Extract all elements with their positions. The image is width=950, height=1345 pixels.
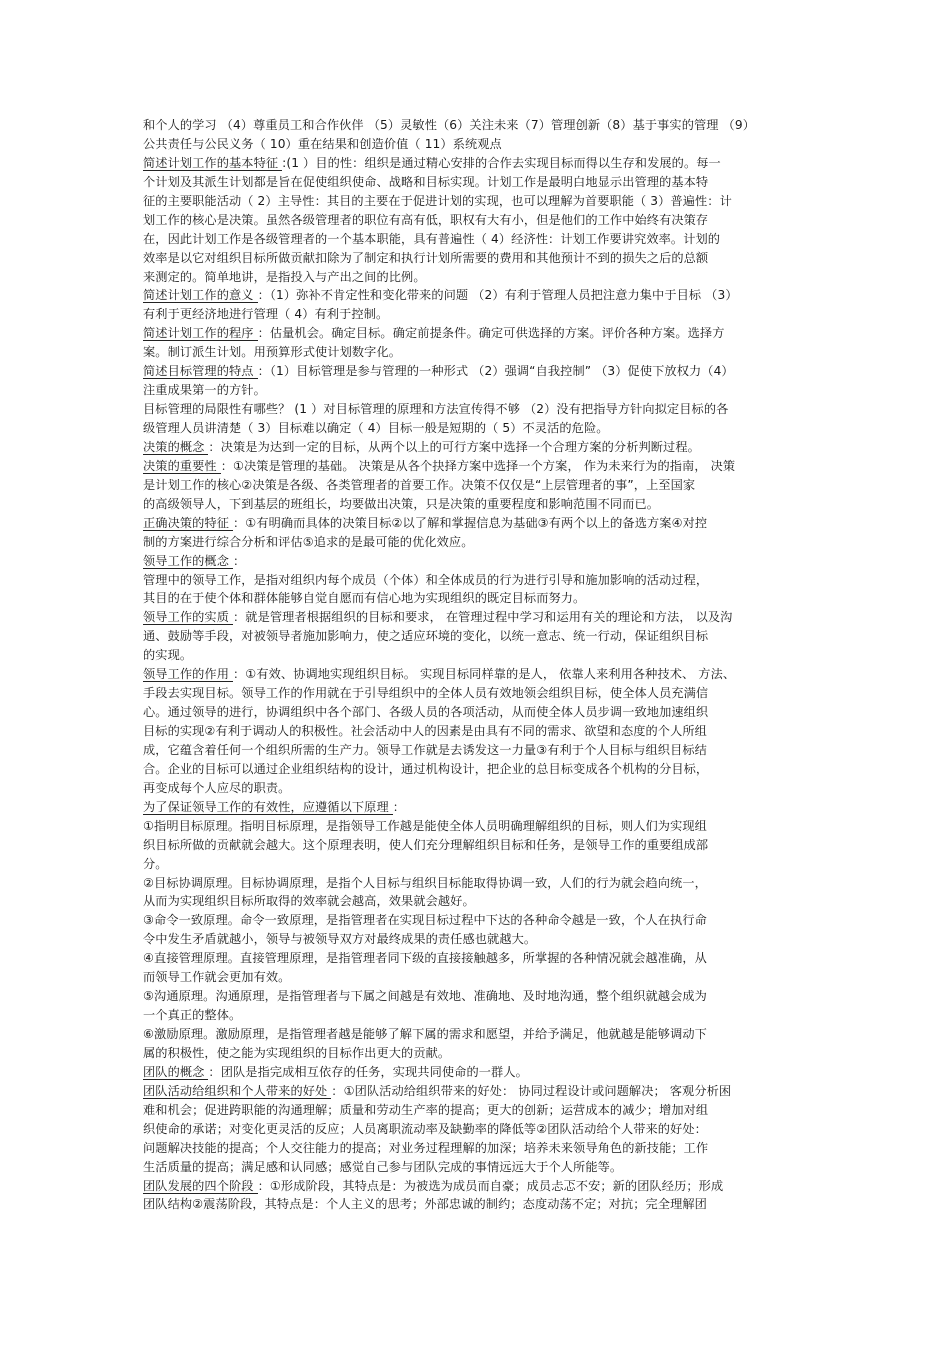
line-text: 和个人的学习 （4）尊重员工和合作伙伴 （5）灵敏性（6）关注未来（7）管理创新（8）基于事实的管理 （9）: [143, 118, 755, 132]
text-line: [143, 419, 811, 438]
line-text: ⑤沟通原理。沟通原理，是指管理者与下属之间越是有效地、准确地、及时地沟通，整个组织就越会成为: [143, 989, 707, 1004]
text-line: [143, 817, 811, 836]
line-text: 有利于更经济地进行管理（ 4）有利于控制。: [143, 307, 389, 322]
section-heading: 团队发展的四个阶段: [143, 1178, 258, 1193]
text-line: [143, 665, 811, 684]
section-heading: 简述计划工作的意义: [143, 288, 258, 303]
text-line: [143, 930, 811, 949]
text-line: [143, 1139, 811, 1158]
line-text: ⑥激励原理。激励原理，是指管理者越是能够了解下属的需求和愿望，并给予满足，他就越是能够调动下: [143, 1027, 707, 1041]
text-line: [143, 116, 811, 135]
text-line: [143, 154, 811, 173]
text-line: [143, 381, 811, 400]
line-text: 效率是以它对组织目标所做贡献扣除为了制定和执行计划所需要的费用和其他预计不到的损失之后的总额: [143, 250, 709, 265]
line-text: 心。通过领导的进行，协调组织中各个部门、各级人员的各项活动，从而使全体人员步调一致地加速组织: [143, 705, 709, 720]
line-text: ：团队是指完成相互依存的任务，实现共同使命的一群人。: [208, 1064, 528, 1079]
line-text: 成，它蕴含着任何一个组织所需的生产力。领导工作就是去诱发这一力量③有利于个人目标与组织目标结: [143, 742, 707, 757]
text-line: [143, 457, 811, 476]
text-line: [143, 589, 811, 608]
line-text: ③命令一致原理。命令一致原理，是指管理者在实现目标过程中下达的各种命令越是一致，个人在执行命: [143, 913, 707, 928]
line-text: ：估量机会。确定目标。确定前提条件。确定可供选择的方案。评价各种方案。选择方: [257, 326, 725, 341]
line-text: ：: [392, 799, 406, 814]
section-heading: 正确决策的特征: [143, 515, 233, 530]
text-line: [143, 836, 811, 855]
text-line: [143, 571, 811, 590]
line-text: ：决策是为达到一定的目标，从两个以上的可行方案中选择一个合理方案的分析判断过程。: [208, 439, 700, 454]
line-text: :(1 ）目的性：组织是通过精心安排的合作去实现目标而得以生存和发展的。每一: [282, 155, 721, 170]
text-line: [143, 495, 811, 514]
line-text: 注重成果第一的方针。: [143, 383, 266, 398]
text-line: [143, 608, 811, 627]
line-text: 个计划及其派生计划都是旨在促使组织使命、战略和目标实现。计划工作是最明白地显示出管理的基本特: [143, 174, 709, 189]
text-line: [143, 1082, 811, 1101]
text-line: [143, 779, 811, 798]
line-text: ：①有明确而具体的决策目标②以了解和掌握信息为基础③有两个以上的备选方案④对控: [233, 515, 708, 530]
text-line: [143, 552, 811, 571]
text-line: [143, 230, 811, 249]
line-text: 织使命的承诺；对变化更灵活的反应；人员离职流动率及缺勤率的降低等②团队活动给个人带来的好处：: [143, 1121, 707, 1136]
text-line: [143, 324, 811, 343]
section-heading: 领导工作的实质: [143, 610, 233, 625]
text-line: [143, 1044, 811, 1063]
text-line: [143, 286, 811, 305]
line-text: 级管理人员讲清楚（ 3）目标难以确定（ 4）目标一般是短期的（ 5）不灵活的危险。: [143, 421, 609, 435]
line-text: ②目标协调原理。目标协调原理，是指个人目标与组织目标能取得协调一致，人们的行为就会趋向统一，: [143, 875, 707, 890]
line-text: 通、鼓励等手段，对被领导者施加影响力，使之适应环境的变化，以统一意志、统一行动，保证组织目标: [143, 629, 709, 644]
line-text: 案。制订派生计划。用预算形式使计划数字化。: [143, 345, 402, 360]
line-text: 再变成每个人应尽的职责。: [143, 780, 291, 795]
line-text: 的实现。: [143, 648, 193, 663]
line-text: 其目的在于使个体和群体能够自觉自愿而有信心地为实现组织的既定目标而努力。: [143, 591, 586, 606]
line-text: 在，因此计划工作是各级管理者的一个基本职能，具有普遍性（ 4）经济性：计划工作要讲究效率。计划的: [143, 231, 721, 246]
text-line: [143, 1025, 811, 1044]
text-line: [143, 438, 811, 457]
section-heading: 为了保证领导工作的有效性，应遵循以下原理: [143, 799, 393, 814]
line-text: ：①有效、协调地实现组织目标。 实现目标同样靠的是人， 依靠人来利用各种技术、 方法、: [233, 667, 736, 682]
line-text: 织目标所做的贡献就会越大。这个原理表明，使人们充分理解组织目标和任务，是领导工作的重要组成部: [143, 837, 709, 852]
text-line: [143, 646, 811, 665]
text-line: [143, 987, 811, 1006]
section-heading: 团队活动给组织和个人带来的好处: [143, 1083, 332, 1098]
text-line: [143, 514, 811, 533]
text-line: [143, 968, 811, 987]
text-line: [143, 249, 811, 268]
document-body: [143, 116, 811, 1214]
line-text: 手段去实现目标。领导工作的作用就在于引导组织中的全体人员有效地领会组织目标，使全体人员充满信: [143, 686, 709, 701]
text-line: [143, 343, 811, 362]
section-heading: 团队的概念: [143, 1064, 209, 1079]
text-line: [143, 703, 811, 722]
section-heading: 简述计划工作的基本特征: [143, 155, 283, 170]
line-text: 征的主要职能活动（ 2）主导性：其目的主要在于促进计划的实现，也可以理解为首要职能（ 3）普遍性：计: [143, 193, 732, 208]
section-heading: 简述计划工作的程序: [143, 326, 258, 341]
line-text: ④直接管理原理。直接管理原理，是指管理者同下级的直接接触越多，所掌握的各种情况就会越准确，从: [143, 951, 707, 966]
section-heading: 决策的概念: [143, 439, 209, 454]
line-text: ：①形成阶段，其特点是：为被选为成员而自豪；成员忐忑不安；新的团队经历；形成: [257, 1178, 724, 1193]
text-line: [143, 533, 811, 552]
line-text: 从而为实现组织目标所取得的效率就会越高，效果就会越好。: [143, 894, 475, 909]
text-line: [143, 684, 811, 703]
text-line: [143, 1195, 811, 1214]
line-text: 团队结构②震荡阶段，其特点是：个人主义的思考；外部忠诚的制约；态度动荡不定；对抗；完全理解团: [143, 1197, 707, 1212]
text-line: [143, 173, 811, 192]
line-text: ①指明目标原理。指明目标原理，是指领导工作越是能使全体人员明确理解组织的目标，则人们为实现组: [143, 818, 707, 833]
text-line: [143, 476, 811, 495]
text-line: [143, 760, 811, 779]
line-text: 问题解决技能的提高；个人交往能力的提高；对业务过程理解的加深；培养未来领导角色的新技能；工作: [143, 1140, 709, 1155]
section-heading: 简述目标管理的特点: [143, 364, 258, 379]
text-line: [143, 892, 811, 911]
text-line: [143, 211, 811, 230]
text-line: [143, 874, 811, 893]
line-text: 难和机会；促进跨职能的沟通理解；质量和劳动生产率的提高；更大的创新；运营成本的减少；增加对组: [143, 1102, 709, 1117]
text-line: [143, 1177, 811, 1196]
line-text: ：就是管理者根据组织的目标和要求， 在管理过程中学习和运用有关的理论和方法， 以及沟: [233, 610, 733, 625]
text-line: [143, 722, 811, 741]
line-text: 生活质量的提高；满足感和认同感；感觉自己参与团队完成的事情远远大于个人所能等。: [143, 1159, 623, 1174]
line-text: 目标管理的局限性有哪些？ (1 ）对目标管理的原理和方法宣传得不够 （2）没有把指导方针向拟定目标的各: [143, 402, 729, 417]
text-line: [143, 911, 811, 930]
section-heading: 领导工作的作用: [143, 667, 233, 682]
text-line: [143, 741, 811, 760]
text-line: [143, 1101, 811, 1120]
line-text: 公共责任与公民义务（ 10）重在结果和创造价值（ 11）系统观点: [143, 136, 502, 151]
text-line: [143, 305, 811, 324]
text-line: [143, 400, 811, 419]
line-text: ：①团队活动给组织带来的好处： 协同过程设计或问题解决； 客观分析困: [331, 1083, 732, 1098]
text-line: [143, 1006, 811, 1025]
line-text: 分。: [143, 856, 168, 871]
line-text: 制的方案进行综合分析和评估⑤追求的是最可能的优化效应。: [143, 534, 474, 549]
line-text: ：: [233, 553, 246, 568]
text-line: [143, 855, 811, 874]
line-text: ：（1）弥补不肯定性和变化带来的问题 （2）有利于管理人员把注意力集中于目标 （3）: [257, 288, 738, 303]
text-line: [143, 362, 811, 381]
line-text: 合。企业的目标可以通过企业组织结构的设计，通过机构设计，把企业的总目标变成各个机构的分目标，: [143, 761, 709, 776]
text-line: [143, 1063, 811, 1082]
line-text: 管理中的领导工作，是指对组织内每个成员（个体）和全体成员的行为进行引导和施加影响的活动过程，: [143, 572, 709, 587]
line-text: 目标的实现②有利于调动人的积极性。社会活动中人的因素是由具有不同的需求、欲望和态度的个人所组: [143, 724, 707, 738]
text-line: [143, 268, 811, 287]
text-line: [143, 192, 811, 211]
line-text: 的高级领导人，下到基层的班组长，均要做出决策，只是决策的重要程度和影响范围不同而已。: [143, 496, 660, 511]
text-line: [143, 627, 811, 646]
text-line: [143, 949, 811, 968]
section-heading: 决策的重要性: [143, 458, 221, 473]
text-line: [143, 1158, 811, 1177]
section-heading: 领导工作的概念: [143, 553, 233, 568]
line-text: 是计划工作的核心②决策是各级、各类管理者的首要工作。决策不仅仅是“上层管理者的事”，上至国家: [143, 477, 696, 492]
line-text: 属的积极性，使之能为实现组织的目标作出更大的贡献。: [143, 1045, 451, 1060]
text-line: [143, 798, 811, 817]
line-text: ：（1）目标管理是参与管理的一种形式 （2）强调“自我控制” （3）促使下放权力（4）: [257, 364, 734, 379]
line-text: 一个真正的整体。: [143, 1008, 242, 1023]
line-text: ：①决策是管理的基础。 决策是从各个抉择方案中选择一个方案， 作为未来行为的指南， 决策: [220, 458, 736, 473]
line-text: 来测定的。简单地讲，是指投入与产出之间的比例。: [143, 269, 426, 284]
line-text: 划工作的核心是决策。虽然各级管理者的职位有高有低，职权有大有小，但是他们的工作中始终有决策存: [143, 212, 709, 227]
text-line: [143, 135, 811, 154]
line-text: 令中发生矛盾就越小，领导与被领导双方对最终成果的责任感也就越大。: [143, 932, 537, 947]
text-line: [143, 1120, 811, 1139]
line-text: 而领导工作就会更加有效。: [143, 970, 291, 985]
